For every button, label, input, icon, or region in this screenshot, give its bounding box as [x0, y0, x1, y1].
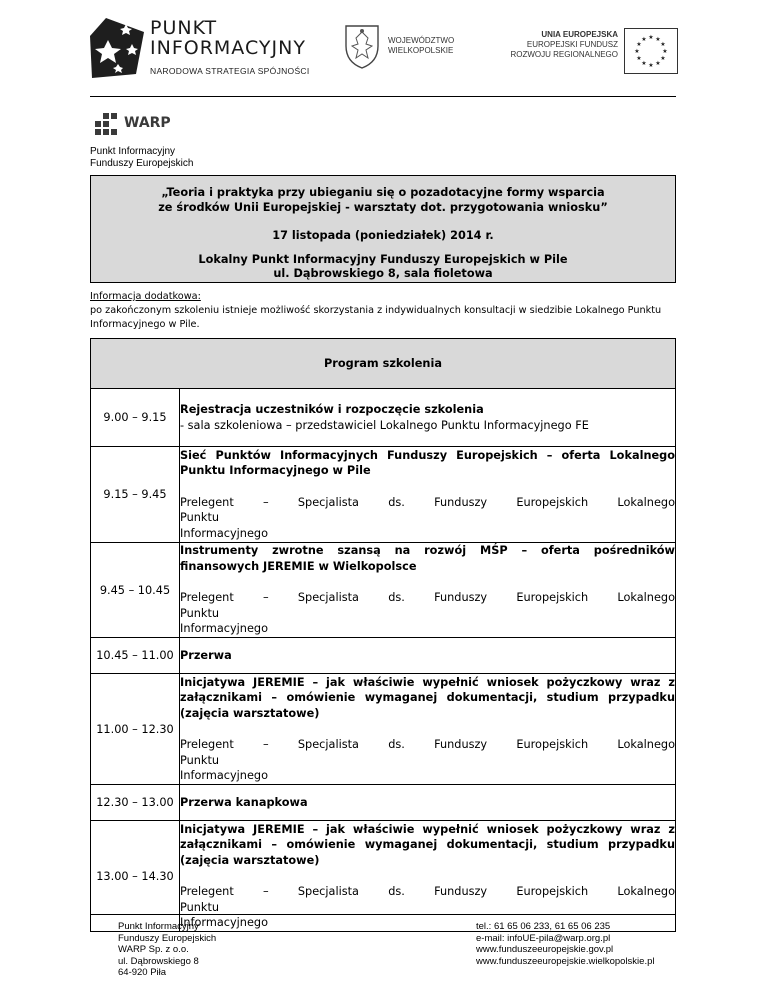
punkt-informacyjny-emblem-icon	[88, 14, 146, 80]
program-row	[91, 389, 676, 447]
svg-text:★: ★	[634, 48, 640, 55]
footer-address-line: ul. Dąbrowskiego 8	[118, 955, 199, 967]
svg-text:★: ★	[655, 36, 661, 43]
program-heading: Program szkolenia	[91, 339, 676, 389]
additional-info-label: Informacja dodatkowa:	[90, 291, 201, 302]
organization-name	[90, 146, 193, 170]
session-time: 11.00 – 12.30	[91, 674, 180, 785]
speaker-line2: Informacyjnego	[180, 916, 268, 929]
session-title: Instrumenty zwrotne szansą na rozwój MŚP – oferta pośredników finansowych JEREMIE w Wielkopolsce	[180, 544, 675, 573]
org-line2: Funduszy Europejskich	[90, 158, 194, 169]
speaker-line2: Informacyjnego	[180, 769, 268, 782]
svg-text:★: ★	[655, 60, 661, 67]
event-title-line2: ze środków Unii Europejskiej - warsztaty dot. przygotowania wniosku”	[158, 201, 608, 214]
svg-text:★: ★	[636, 41, 642, 48]
svg-text:★: ★	[660, 55, 666, 62]
wielkopolskie-logo	[342, 22, 472, 72]
program-table	[90, 338, 676, 932]
warp-logo-text: WARP	[124, 115, 171, 131]
program-row	[91, 543, 676, 638]
footer-contact	[476, 921, 654, 967]
session-time: 13.00 – 14.30	[91, 821, 180, 932]
eu-flag-icon	[624, 28, 678, 74]
program-header-row	[91, 339, 676, 389]
svg-text:★: ★	[660, 41, 666, 48]
session-title: Inicjatywa JEREMIE – jak właściwie wypełnić wniosek pożyczkowy wraz z załącznikami – omówienie wymaganej dokumentacji, studium przypadku (zajęcia warsztatowe)	[180, 675, 675, 720]
session-speaker	[180, 590, 675, 637]
wlkp-logo-line2: WIELKOPOLSKIE	[388, 46, 454, 55]
event-title-line1: „Teoria i praktyka przy ubieganiu się o pozadotacyjne formy wsparcia	[161, 186, 605, 199]
org-line1: Punkt Informacyjny	[90, 146, 176, 157]
session-time: 9.45 – 10.45	[91, 543, 180, 638]
event-date: 17 listopada (poniedziałek) 2014 r.	[272, 229, 494, 242]
additional-info-text: po zakończonym szkoleniu istnieje możliwość skorzystania z indywidualnych konsultacji w siedzibie Lokalnego Punktu Informacyjnego w Pile.	[90, 305, 662, 330]
svg-text:★: ★	[636, 55, 642, 62]
session-time: 12.30 – 13.00	[91, 785, 180, 821]
event-venue-line1: Lokalny Punkt Informacyjny Funduszy Europejskich w Pile	[198, 253, 568, 266]
punkt-logo-line1: PUNKT	[150, 17, 218, 39]
session-title: Przerwa	[180, 648, 232, 662]
session-title: Przerwa kanapkowa	[180, 795, 308, 809]
svg-text:★: ★	[641, 36, 647, 43]
session-title: Rejestracja uczestników i rozpoczęcie szkolenia	[180, 403, 484, 416]
footer-address-line: 64-920 Piła	[118, 967, 167, 978]
additional-info	[90, 290, 680, 332]
footer-phone: tel.: 61 65 06 233, 61 65 06 235	[476, 921, 611, 932]
program-row	[91, 447, 676, 543]
ue-logo-line3: ROZWOJU REGIONALNEGO	[510, 50, 618, 59]
footer-address-line: Punkt Informacyjny	[118, 921, 199, 932]
session-time: 10.45 – 11.00	[91, 638, 180, 674]
svg-text:★: ★	[662, 48, 668, 55]
footer-address	[118, 921, 216, 979]
session-title: Sieć Punktów Informacyjnych Funduszy Europejskich – oferta Lokalnego Punktu Informacyjnego w Pile	[180, 448, 675, 478]
warp-squares-icon	[94, 113, 118, 135]
header-divider	[90, 96, 676, 97]
ue-logo-line1: UNIA EUROPEJSKA	[541, 30, 618, 39]
ue-logo-line2: EUROPEJSKI FUNDUSZ	[526, 40, 618, 49]
svg-text:★: ★	[641, 60, 647, 67]
punkt-logo-tagline: NARODOWA STRATEGIA SPÓJNOŚCI	[150, 66, 310, 76]
punkt-informacyjny-logo	[88, 14, 318, 84]
svg-text:★: ★	[648, 34, 654, 41]
unia-europejska-logo	[494, 28, 684, 78]
svg-text:★: ★	[648, 62, 654, 69]
program-row	[91, 785, 676, 821]
session-speaker	[180, 737, 675, 784]
speaker-line1: Prelegent – Specjalista ds. Funduszy Europejskich Lokalnego Punktu	[180, 591, 675, 620]
session-speaker	[180, 495, 675, 542]
warp-logo	[94, 113, 194, 135]
session-subtitle: - sala szkoleniowa – przedstawiciel Lokalnego Punktu Informacyjnego FE	[180, 418, 589, 432]
session-title: Inicjatywa JEREMIE – jak właściwie wypełnić wniosek pożyczkowy wraz z załącznikami – omówienie wymaganej dokumentacji, studium przypadku (zajęcia warsztatowe)	[180, 822, 675, 867]
event-title-box	[90, 175, 676, 283]
session-time: 9.00 – 9.15	[91, 389, 180, 447]
speaker-line1: Prelegent – Specjalista ds. Funduszy Europejskich Lokalnego Punktu	[180, 885, 675, 914]
program-row	[91, 674, 676, 785]
footer-address-line: Funduszy Europejskich	[118, 932, 217, 944]
footer-address-line: WARP Sp. z o.o.	[118, 944, 189, 955]
speaker-line1: Prelegent – Specjalista ds. Funduszy Europejskich Lokalnego Punktu	[180, 738, 675, 767]
speaker-line1: Prelegent – Specjalista ds. Funduszy Europejskich Lokalnego Punktu	[180, 495, 675, 525]
speaker-line2: Informacyjnego	[180, 622, 268, 636]
footer-divider	[90, 914, 676, 915]
punkt-logo-line2: INFORMACYJNY	[150, 37, 306, 59]
footer-email[interactable]: e-mail: infoUE-pila@warp.org.pl	[476, 932, 611, 944]
wielkopolskie-coat-of-arms-icon	[342, 22, 382, 70]
footer-website-link[interactable]: www.funduszeeuropejskie.wielkopolskie.pl	[476, 955, 655, 967]
program-row	[91, 638, 676, 674]
speaker-line2: Informacyjnego	[180, 526, 268, 540]
event-venue-line2: ul. Dąbrowskiego 8, sala fioletowa	[273, 267, 493, 280]
footer-website-link[interactable]: www.funduszeeuropejskie.gov.pl	[476, 944, 614, 955]
wlkp-logo-line1: WOJEWÓDZTWO	[388, 36, 455, 45]
session-time: 9.15 – 9.45	[91, 447, 180, 543]
